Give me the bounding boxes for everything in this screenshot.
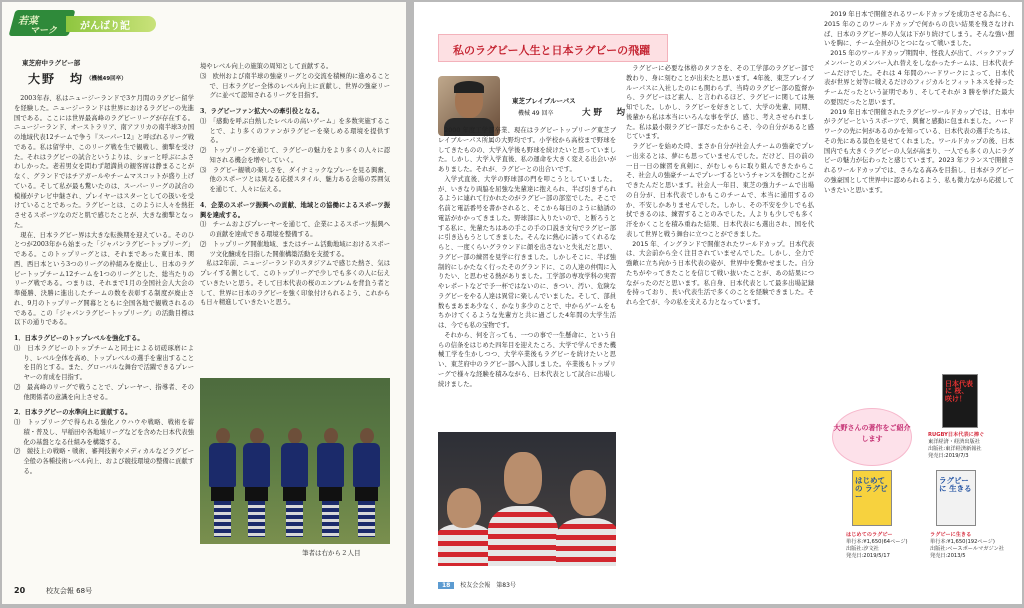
paragraph: 2000 年度工学部卒業、現在はラグビートップリーグ東芝ブレイブルーパス所属の大野均です。小学校から高校まで野球をしてきたものの、大学入学後も野球を続けたいと思っていました。しかし、大学入学直後、私の運命を大きく変える出会いがありました。それが、ラグビーとの出合いです。 xyxy=(438,127,616,173)
books-intro-text: 大野さんの著作をご紹介します xyxy=(833,424,911,443)
page-number: 18 xyxy=(438,582,454,589)
header-subtitle: がんばり記 xyxy=(80,21,130,32)
book-cover-title: ラグビーに 生きる xyxy=(939,476,972,493)
book-info-line: 発売日:2019/7/3 xyxy=(928,453,969,460)
book-cover-title: はじめての ラグビー xyxy=(855,476,888,501)
paragraph: ラグビーを始めた時、まさか自分が社会人チームの強豪でプレー出来るとは、夢にも思っていませんでした。だけど、目の前の一日一日の練習を真剣に、がむしゃらに取り組んできたからこそ、社会人の強豪チームでプレーするというチャンスを掴むことができたんだと思います。社会人一年目、東芝の強力チームで出場の自分が、日本代表でしかもこのチームで、本当に通用するのか、不安しかありませんでした。しかし、その不安を少しでも払拭できるのは、練習することのみでした。人よりも少しでも多く汗をかくことを積み重ねた結果、日本代表にも選出され、国を代表して世界と戦う舞台に立つことができました。 xyxy=(626,143,814,238)
section-heading: 2．日本ラグビーの水準向上に貢献する。 xyxy=(14,409,132,417)
paragraph: ⑴ トップリーグで得られる強化ノウハウや戦略、戦術を蓄積・普及し、早稲田や各地域リーグなどを含めた日本代表強化の基盤となる仕組みを構築する。 xyxy=(14,419,194,446)
page-footer xyxy=(438,580,516,589)
paragraph: 現在、日本ラグビー界は大きな転換期を迎えている。そのひとつが2003年から始まった「ジャパンラグビートップリーグ」である。このトップリーグとは、それまであった東日本、関西、西日本という3つのリーグの枠組みを廃止し、日本のラグビートップチーム12チームを1つのリーグとした、総当たりのリーグ戦である。つまりは、それまで1月の全国社会人大会の準優勝、決勝に進出したチームの数を表彰する制度が廃止され、9月のトップリーグ開幕とともに全国各地で観戦されるのである。この「ジャパンラグビートップリーグ」の活動目標は以下の通りである。 xyxy=(14,231,194,327)
book-info xyxy=(928,432,1020,460)
paragraph: 私は2年前、ニュージーランドのスタジアムで感じた熱さ、気はプレイする側として、このトップリーグで少しでも多くの人に伝えていきたいと思う。そして日本代表の桜のエンブレムを背負う者として、世界に日本のラグビーを強く印象付けられるよう、これからも日々精進していきたいと思う。 xyxy=(200,260,390,307)
book-info-line: 出版社:ベースボールマガジン社 xyxy=(930,546,1004,553)
paragraph: 2015 年、イングランドで開催されたワールドカップ。日本代表は、大会前から全く注目されていませんでした。しかし、全力で強敵に立ち向かう日本代表の姿が、世界中を驚かせました。自分たちがやってきたことを信じて戦い抜いたことが、あの結果につながったのだと思います。私自身、日本代表として最多出場記録を持っており、長い代表生活で多くのことを経験できました。それら全てが、今の私を支える力となっています。 xyxy=(626,240,814,306)
paragraph: 2003年春、私はニュージーランドで3ケ月間のラグビー留学を経験した。ニュージーランドは世界におけるラグビーの先進国である。ここには世界最高峰のラグビーリーグが存在する。ニュージーランド、オーストラリア、南アフリカの南半球3カ国の地域代表12チームで争う『スーパー12』と呼ばれるリーグ戦である。私は留学中、このリーグ戦を生で観戦し、衝撃を受けた。それはラグビーの試合というよりは、ショーと呼ぶにふさわしかった。老若男女を問わず超満員の観客席は静まることがなく、グランドではチアガールやチームマスコットが盛り上げている。そして私が最も驚いたのは、スーパーリーグの試合の模様がテレビ中継され、プレイヤーはスターとしての扱いを受けていることであった。ラグビーとは、このように人々を熱狂させるスポーツなのだと肌で感じたことが、大きな衝撃となった。 xyxy=(14,95,194,229)
article-column-2 xyxy=(626,64,814,576)
team-photo xyxy=(200,378,390,544)
paragraph: ラグビーに必要な体格のタフさを、その工学部のラグビー部で教わり、身に刻むことが出来たと思います。4年後、東芝ブレイブルーパスに入社したのにも関わらず、当時のラグビー部の監督から、ラグビーはど素人、と言われるほど、ラグビーに関しては無知でした。しかし、ラグビーを好きとして、大学の先輩、同期、後輩から私は本当にいろんな事を学び、感じ、考えさせられました。私は最小限ラグビー部だったからこそ、今の自分があると感じています。 xyxy=(626,65,814,141)
section-heading: 3．ラグビーファン拡大への牽引役となる。 xyxy=(200,108,324,115)
player-figure xyxy=(556,468,616,566)
paragraph: ⑶ 欧州および南半球の強豪リーグとの交流を積極的に進めることで、日本ラグビー全体のレベル向上に貢献し、世界の強豪リーグに並べて認知されるリーグを目指す。 xyxy=(200,72,390,100)
paragraph: 境やレベル向上の施策の周知として貢献する。 xyxy=(200,63,333,70)
book-info-line: 単行本:¥1,650(192ページ) xyxy=(930,539,995,546)
article-title: 私のラグビー人生と日本ラグビーの飛躍 xyxy=(453,44,651,57)
book-info-line: 出版社:東洋経済新報社 xyxy=(928,446,982,453)
book-info xyxy=(846,532,932,560)
column-header xyxy=(8,10,158,36)
right-page xyxy=(414,2,1022,604)
author-affiliation: 東芝ブレイブルーパス xyxy=(512,97,576,105)
section-heading: 1．日本ラグビーのトップレベルを強化する。 xyxy=(14,335,144,342)
book-info-line: 発売日:2013/5 xyxy=(930,553,966,560)
photo-caption: 筆者は右から２人目 xyxy=(302,549,361,557)
author-meta: 機械 49 回卒 xyxy=(518,110,554,117)
paragraph: ⑵ トップリーグを通じて、ラグビーの魅力をより多くの人々に認知される機会を増やしていく。 xyxy=(200,147,390,164)
book-info xyxy=(930,532,1020,560)
book-info-line: 単行本:¥1,650(64ページ) xyxy=(846,539,908,546)
article-title-box xyxy=(438,34,668,62)
journal-name: 校友会会報 第83号 xyxy=(460,582,516,589)
article-column-2 xyxy=(200,62,390,374)
players-photo xyxy=(438,432,616,566)
player-figure xyxy=(316,428,344,538)
player-figure xyxy=(488,446,558,566)
book-cover xyxy=(936,470,976,526)
article-column-1 xyxy=(438,126,616,422)
book-label: RUGBY日本代表に捧ぐ xyxy=(928,432,985,438)
player-figure xyxy=(352,428,380,538)
books-intro-bubble xyxy=(832,408,912,466)
article-column-3 xyxy=(824,10,1014,402)
book-label: ラグビーに生きる xyxy=(930,532,972,538)
header-tag-line2: マーク xyxy=(30,26,58,36)
book-info-line: 東洋経済・経済出版社 xyxy=(928,439,980,446)
article-column-1 xyxy=(14,94,194,582)
player-figure xyxy=(242,428,270,538)
author-name: 大野 均 xyxy=(28,72,85,86)
paragraph: ⑵ トップリーグ開催地域、またはチーム活動地域におけるスポーツ文化醸成を目指した開催構築活動を支援する。 xyxy=(200,240,390,258)
book-info-line: 発売日:2019/5/17 xyxy=(846,553,890,560)
book-cover xyxy=(852,470,892,526)
header-tag-line1: 若菜 xyxy=(18,16,38,27)
player-figure xyxy=(438,488,494,566)
book-cover-title: 日本代表に 桜、咲け！ xyxy=(945,380,973,403)
paragraph: 2015 年のワールドカップ期間中、怪我人が出て、バックアップメンバーとのメンバー入れ替えをしなかったチームは、日本代表チームだけでした。それは 4 年間のハードワークによって、日本代表が世界と対等に戦えるだけのフィジカルとフィットネスを持ったチームだったという証明であり、そしてそれが 3 勝を挙げた最大の要因だったと思います。 xyxy=(824,50,1014,106)
paragraph: 2019 年日本で開催されたラグビーワールドカップでは、日本中がラグビーというスポーツで、興奮と感動に包まれました。ハードワークの先に何があるのかを知っている、日本代表の選手たちは、その先にある景色を見せてくれました。ワールドカップの後、日本国内でも大きくラグビーの人気が高まり、一人でも多くの人にラグビーの魅力が伝わったと感じています。2023 年フランスで開催されるワールドカップでは、さらなる高みを目指し、日本がラグビーの強豪国として世界中に認められるよう、私も微力ながら応援していきたいと思います。 xyxy=(824,108,1014,194)
paragraph: ⑵ 競技上の戦略・戦術、審判技術やメディカルなどラグビー全般の各種技術レベル向上、および競技環境の整備に貢献する。 xyxy=(14,448,194,475)
book-label: はじめてのラグビー xyxy=(846,532,893,538)
book-cover xyxy=(942,374,978,428)
paragraph: ⑴ 日本ラグビーのトップチームと同士による切磋琢磨により、レベル全体を高め、トップレベルの選手を輩出することを目的とする。また、グローバルな舞台で活躍できるプレーヤーの育成を目指す。 xyxy=(14,344,194,381)
author-affiliation: 東芝府中ラグビー部 xyxy=(22,59,81,67)
journal-name: 校友会報 68号 xyxy=(45,587,93,595)
author-note: （機械49回卒） xyxy=(86,76,127,82)
paragraph: ⑶ ラグビー観戦の楽しさを、ダイナミックなプレーを見る興奮、他のスポーツとは異なる応援スタイル、魅力ある会場の雰囲気を通じて、人々に伝える。 xyxy=(200,166,390,193)
left-page xyxy=(2,2,406,604)
paragraph: それから、何を言っても、一つの事で一生懸命に、という自らの信条をはじめた四年目を迎えたころ、大学で学んできた機械工学を生かしつつ、大学卒業後もラグビーを続けたいと思い、東芝府中のラグビー部へ入部しました。卒業後もトップリーグで様々な経験を積みながら、日本代表として試合に出場し続けました。 xyxy=(438,331,616,388)
author-name: 大野 均 xyxy=(582,108,629,118)
paragraph: 2019 年日本で開催されるワールドカップを成功させる為にも、2015 年のこのワールドカップで何からの良い結果を残さなければ、日本のラグビー界の人気は下がり続けてしまう。そんな強い想いを胸に、チーム全員がひとつになって戦いました。 xyxy=(824,11,1014,48)
player-figure xyxy=(208,428,236,538)
paragraph: ⑵ 最高峰のリーグで戦うことで、プレーヤー、指導者、その他関係者の意識を向上させる。 xyxy=(14,383,194,401)
page-number: 20 xyxy=(14,586,26,595)
player-figure xyxy=(280,428,308,538)
paragraph: ⑴ 「感動を呼ぶ白熱したレベルの高いゲーム」を多数実施することで、より多くのファンがラグビーを楽しめる環境を提供する。 xyxy=(200,117,390,145)
paragraph: 入学式直後、大学の野球部の門を叩こうとしていました。が、いきなり両脇を屈強な先輩達に抱えられ、半ば引きずられるように連れて行かれたのがラグビー部の部室でした。そこで名前と電話番号を書かされると、そこから毎日のように勧誘の電話がかかってきました。野球部に入りたいので、と断ろうとする私に、先輩たちはあの手この手の口説き文句でラグビー部に引き込もうとしてきました。そんなに熱心に誘ってくれるならと、一度くらいグラウンドに顔を出さないと失礼だと思い、ラグビー部の練習を見学に行きました。しかしそこに、半ば強制的にしかたなく行ったそのグランドに、この人達の仲間に入りたい、と思わせる熱がありました。工学部の専攻学科の実習やレポートなどで予一杯ではないのに、きつい、汚い、危険なラグビーをやる人達は異常に楽しんでいました。そして、部員数もまあまあ少なく、かなり多少のことで、中からゲームをもちかけてくるような先輩方と共に過ごした4年間の大学生活は、今でも私の宝物です。 xyxy=(438,175,616,329)
paragraph: ⑴ チームおよびプレーヤーを通じて、企業によるスポーツ振興への貢献を達成できる環境を整備する。 xyxy=(200,221,390,238)
section-heading: 4．企業のスポーツ振興への貢献、地域との協働によるスポーツ振興を達成する。 xyxy=(200,201,390,219)
book-info-line: 出版社:汐文社 xyxy=(846,546,879,553)
page-footer xyxy=(14,586,92,596)
